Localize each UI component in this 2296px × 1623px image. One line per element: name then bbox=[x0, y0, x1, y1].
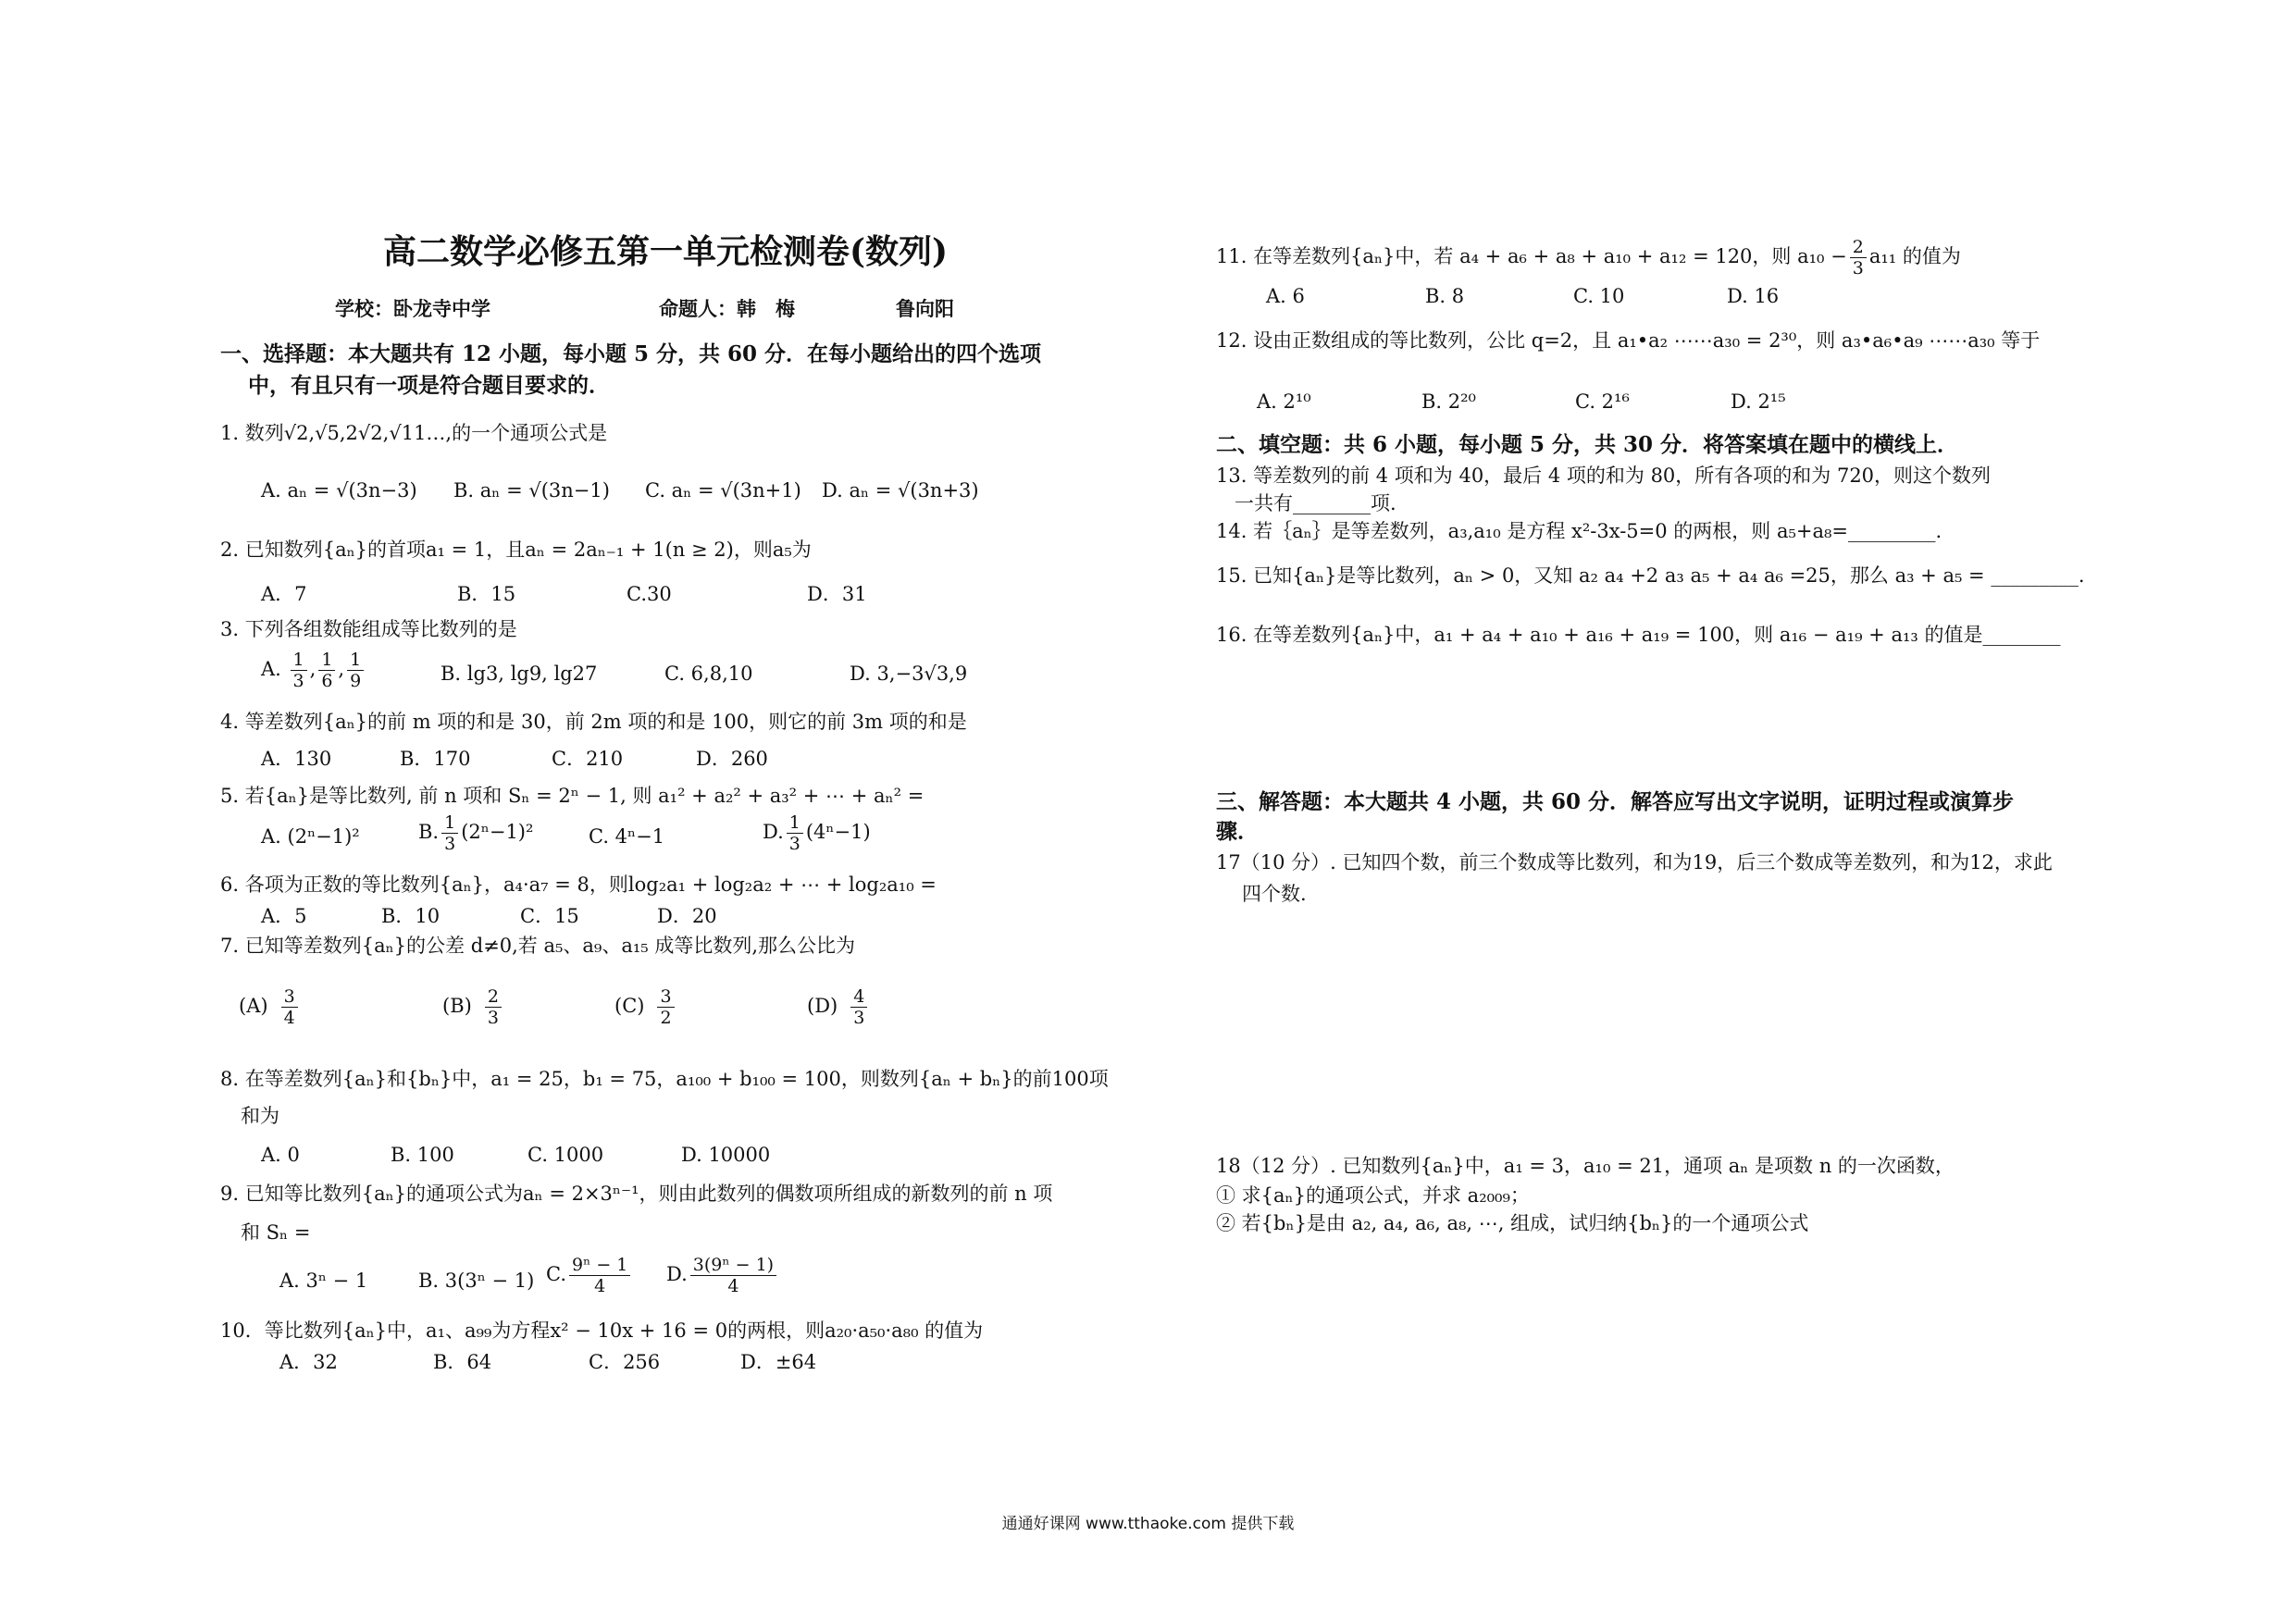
q8-option-c: C. 1000 bbox=[527, 1144, 604, 1166]
q2-option-c: C.30 bbox=[627, 583, 672, 605]
q9-option-d: D. $\frac{\text{3(9ⁿ − 1)}}{4}$ bbox=[666, 1255, 779, 1296]
author2-label: 鲁向阳 bbox=[896, 297, 954, 320]
page-title: 高二数学必修五第一单元检测卷(数列) bbox=[383, 232, 949, 271]
q1-option-b: B. aₙ = √(3n−1) bbox=[453, 479, 610, 502]
q12-option-d: D. 2¹⁵ bbox=[1731, 390, 1786, 413]
q5-option-d-frac: $\frac{1}{3}$ bbox=[787, 812, 803, 854]
q3-option-a: A. $\frac{1}{3}$ , $\frac{1}{6}$ , $\frac{1}{9}$ bbox=[261, 650, 366, 691]
q3-option-a-label: A. bbox=[261, 658, 281, 680]
q11-option-c: C. 10 bbox=[1573, 285, 1625, 307]
q5-stem: 5. 若{aₙ}是等比数列, 前 n 项和 Sₙ = 2ⁿ − 1, 则 a₁² + a₂² + a₃² + ⋯ + aₙ² = bbox=[220, 785, 925, 807]
q7-option-c: (C) $\frac{3}{2}$ bbox=[614, 986, 677, 1028]
q7-option-c-frac: $\frac{3}{2}$ bbox=[657, 986, 674, 1028]
q4-option-c: C．210 bbox=[552, 748, 624, 770]
section3-heading-cont: 骤． bbox=[1216, 819, 1259, 844]
q8-stem-cont: 和为 bbox=[241, 1105, 279, 1127]
q7-option-b: (B) $\frac{2}{3}$ bbox=[442, 986, 504, 1028]
q18-line3: ② 若{bₙ}是由 a₂, a₄, a₆, a₈, ⋯, 组成，试归纳{bₙ}的一个通项公式 bbox=[1216, 1212, 1809, 1234]
q2-stem: 2. 已知数列{aₙ}的首项a₁ = 1，且aₙ = 2aₙ₋₁ + 1(n ≥ 2)，则a₅为 bbox=[220, 539, 812, 561]
q4-option-d: D．260 bbox=[696, 748, 768, 770]
q2-option-b: B．15 bbox=[457, 583, 516, 605]
q17-line2: 四个数. bbox=[1242, 883, 1307, 905]
q5-option-b: B. $\frac{1}{3}$ (2ⁿ−1)² bbox=[418, 812, 534, 854]
q7-option-b-frac: $\frac{2}{3}$ bbox=[485, 986, 502, 1028]
q9-option-c-frac: $\frac{\text{9ⁿ − 1}}{4}$ bbox=[569, 1255, 630, 1296]
section3-heading: 三、解答题：本大题共 4 小题，共 60 分．解答应写出文字说明，证明过程或演算步 bbox=[1216, 789, 2015, 814]
q7-option-d-frac: $\frac{4}{3}$ bbox=[850, 986, 867, 1028]
q14-stem: 14. 若｛aₙ｝是等差数列，a₃,a₁₀ 是方程 x²-3x-5=0 的两根，则 a₅+a₈=_________. bbox=[1216, 520, 1942, 542]
q9-stem-cont: 和 Sₙ = bbox=[241, 1221, 311, 1244]
q5-option-a: A. (2ⁿ−1)² bbox=[261, 825, 360, 848]
q9-option-c: C. $\frac{\text{9ⁿ − 1}}{4}$ bbox=[546, 1255, 633, 1296]
section2-heading: 二、填空题：共 6 小题，每小题 5 分，共 30 分．将答案填在题中的横线上． bbox=[1216, 432, 1959, 457]
q3-stem: 3. 下列各组数能组成等比数列的是 bbox=[220, 618, 517, 640]
q12-stem: 12. 设由正数组成的等比数列，公比 q=2，且 a₁•a₂ ⋯⋯a₃₀ = 2³⁰，则 a₃•a₆•a₉ ⋯⋯a₃₀ 等于 bbox=[1216, 329, 2041, 352]
q6-option-a: A．5 bbox=[261, 905, 307, 927]
q9-option-d-frac: $\frac{\text{3(9ⁿ − 1)}}{4}$ bbox=[690, 1255, 776, 1296]
q11-frac: $\frac{2}{3}$ bbox=[1850, 237, 1867, 279]
q9-stem: 9. 已知等比数列{aₙ}的通项公式为aₙ = 2×3ⁿ⁻¹，则由此数列的偶数项所组成的新数列的前 n 项 bbox=[220, 1183, 1053, 1205]
q8-option-d: D. 10000 bbox=[681, 1144, 771, 1166]
q6-stem: 6. 各项为正数的等比数列{aₙ}，a₄·a₇ = 8，则log₂a₁ + log₂a₂ + ⋯ + log₂a₁₀ = bbox=[220, 873, 937, 896]
q8-stem: 8. 在等差数列{aₙ}和{bₙ}中，a₁ = 25，b₁ = 75，a₁₀₀ + b₁₀₀ = 100，则数列{aₙ + bₙ}的前100项 bbox=[220, 1068, 1109, 1090]
q5-option-b-frac: $\frac{1}{3}$ bbox=[441, 812, 458, 854]
q7-option-a-frac: $\frac{3}{4}$ bbox=[281, 986, 298, 1028]
q5-option-d: D. $\frac{1}{3}$ (4ⁿ−1) bbox=[763, 812, 871, 854]
q16-stem: 16. 在等差数列{aₙ}中，a₁ + a₄ + a₁₀ + a₁₆ + a₁₉ = 100，则 a₁₆ − a₁₉ + a₁₃ 的值是________ bbox=[1216, 624, 2061, 646]
q13-line1: 13. 等差数列的前 4 项和为 40，最后 4 项的和为 80，所有各项的和为 720，则这个数列 bbox=[1216, 465, 1992, 487]
q4-option-a: A．130 bbox=[261, 748, 332, 770]
q3-option-b: B. lg3, lg9, lg27 bbox=[441, 663, 598, 685]
q10-option-d: D．±64 bbox=[740, 1351, 817, 1373]
q11-stem: 11. 在等差数列{aₙ}中，若 a₄ + a₆ + a₈ + a₁₀ + a₁₂ = 120，则 a₁₀ − $\frac{2}{3}$ a₁₁ 的值为 bbox=[1216, 237, 1961, 279]
q9-option-b: B. 3(3ⁿ − 1) bbox=[418, 1270, 535, 1292]
footer-credit: 通通好课网 www.tthaoke.com 提供下载 bbox=[1001, 1515, 1295, 1533]
q6-option-c: C．15 bbox=[520, 905, 579, 927]
q1-option-c: C. aₙ = √(3n+1) bbox=[645, 479, 801, 502]
q3-frac-1: $\frac{1}{3}$ bbox=[291, 650, 307, 691]
q12-option-c: C. 2¹⁶ bbox=[1575, 390, 1630, 413]
q8-option-b: B. 100 bbox=[391, 1144, 454, 1166]
q10-option-b: B．64 bbox=[433, 1351, 492, 1373]
q3-option-d: D. 3,−3√3,9 bbox=[850, 663, 968, 685]
q4-stem: 4. 等差数列{aₙ}的前 m 项的和是 30，前 2m 项的和是 100，则它的前 3m 项的和是 bbox=[220, 711, 967, 733]
q12-option-b: B. 2²⁰ bbox=[1421, 390, 1476, 413]
q5-option-c: C. 4ⁿ−1 bbox=[589, 825, 665, 848]
q7-option-d: (D) $\frac{4}{3}$ bbox=[807, 986, 870, 1028]
q3-frac-2: $\frac{1}{6}$ bbox=[318, 650, 335, 691]
q6-option-b: B．10 bbox=[381, 905, 441, 927]
q1-option-a: A. aₙ = √(3n−3) bbox=[261, 479, 417, 502]
section1-heading: 一、选择题：本大题共有 12 小题，每小题 5 分，共 60 分．在每小题给出的四个选项 bbox=[220, 341, 1042, 366]
q12-option-a: A. 2¹⁰ bbox=[1257, 390, 1311, 413]
q11-option-d: D. 16 bbox=[1727, 285, 1780, 307]
school-label: 学校：卧龙寺中学 bbox=[335, 297, 490, 320]
q15-stem: 15. 已知{aₙ}是等比数列，aₙ > 0，又知 a₂ a₄ +2 a₃ a₅ + a₄ a₆ =25，那么 a₃ + a₅ = _________. bbox=[1216, 564, 2085, 587]
q6-option-d: D．20 bbox=[657, 905, 717, 927]
q11-option-b: B. 8 bbox=[1425, 285, 1465, 307]
q18-line2: ① 求{aₙ}的通项公式，并求 a₂₀₀₉； bbox=[1216, 1184, 1530, 1207]
q4-option-b: B．170 bbox=[400, 748, 471, 770]
q17-line1: 17（10 分）. 已知四个数，前三个数成等比数列，和为19，后三个数成等差数列，和为12，求此 bbox=[1216, 851, 2053, 873]
q2-option-a: A．7 bbox=[261, 583, 307, 605]
q11-option-a: A. 6 bbox=[1266, 285, 1305, 307]
q7-option-a: (A) $\frac{3}{4}$ bbox=[239, 986, 301, 1028]
section1-heading-cont: 中，有且只有一项是符合题目要求的． bbox=[248, 373, 610, 398]
q1-option-d: D. aₙ = √(3n+3) bbox=[822, 479, 979, 502]
q3-frac-3: $\frac{1}{9}$ bbox=[347, 650, 364, 691]
q2-option-d: D．31 bbox=[807, 583, 867, 605]
author-label: 命题人：韩 梅 bbox=[659, 297, 795, 320]
q1-stem: 1. 数列√2,√5,2√2,√11…,的一个通项公式是 bbox=[220, 422, 608, 444]
q7-stem: 7. 已知等差数列{aₙ}的公差 d≠0,若 a₅、a₉、a₁₅ 成等比数列,那么公比为 bbox=[220, 935, 856, 957]
q9-option-a: A. 3ⁿ − 1 bbox=[279, 1270, 368, 1292]
q10-stem: 10．等比数列{aₙ}中，a₁、a₉₉为方程x² − 10x + 16 = 0的两根，则a₂₀·a₅₀·a₈₀ 的值为 bbox=[220, 1319, 984, 1342]
q10-option-c: C．256 bbox=[589, 1351, 661, 1373]
q10-option-a: A．32 bbox=[279, 1351, 338, 1373]
q13-line2: 一共有________项. bbox=[1235, 492, 1396, 514]
q8-option-a: A. 0 bbox=[261, 1144, 300, 1166]
q3-option-c: C. 6,8,10 bbox=[664, 663, 753, 685]
q18-line1: 18（12 分）. 已知数列{aₙ}中，a₁ = 3，a₁₀ = 21，通项 aₙ 是项数 n 的一次函数， bbox=[1216, 1155, 1955, 1177]
